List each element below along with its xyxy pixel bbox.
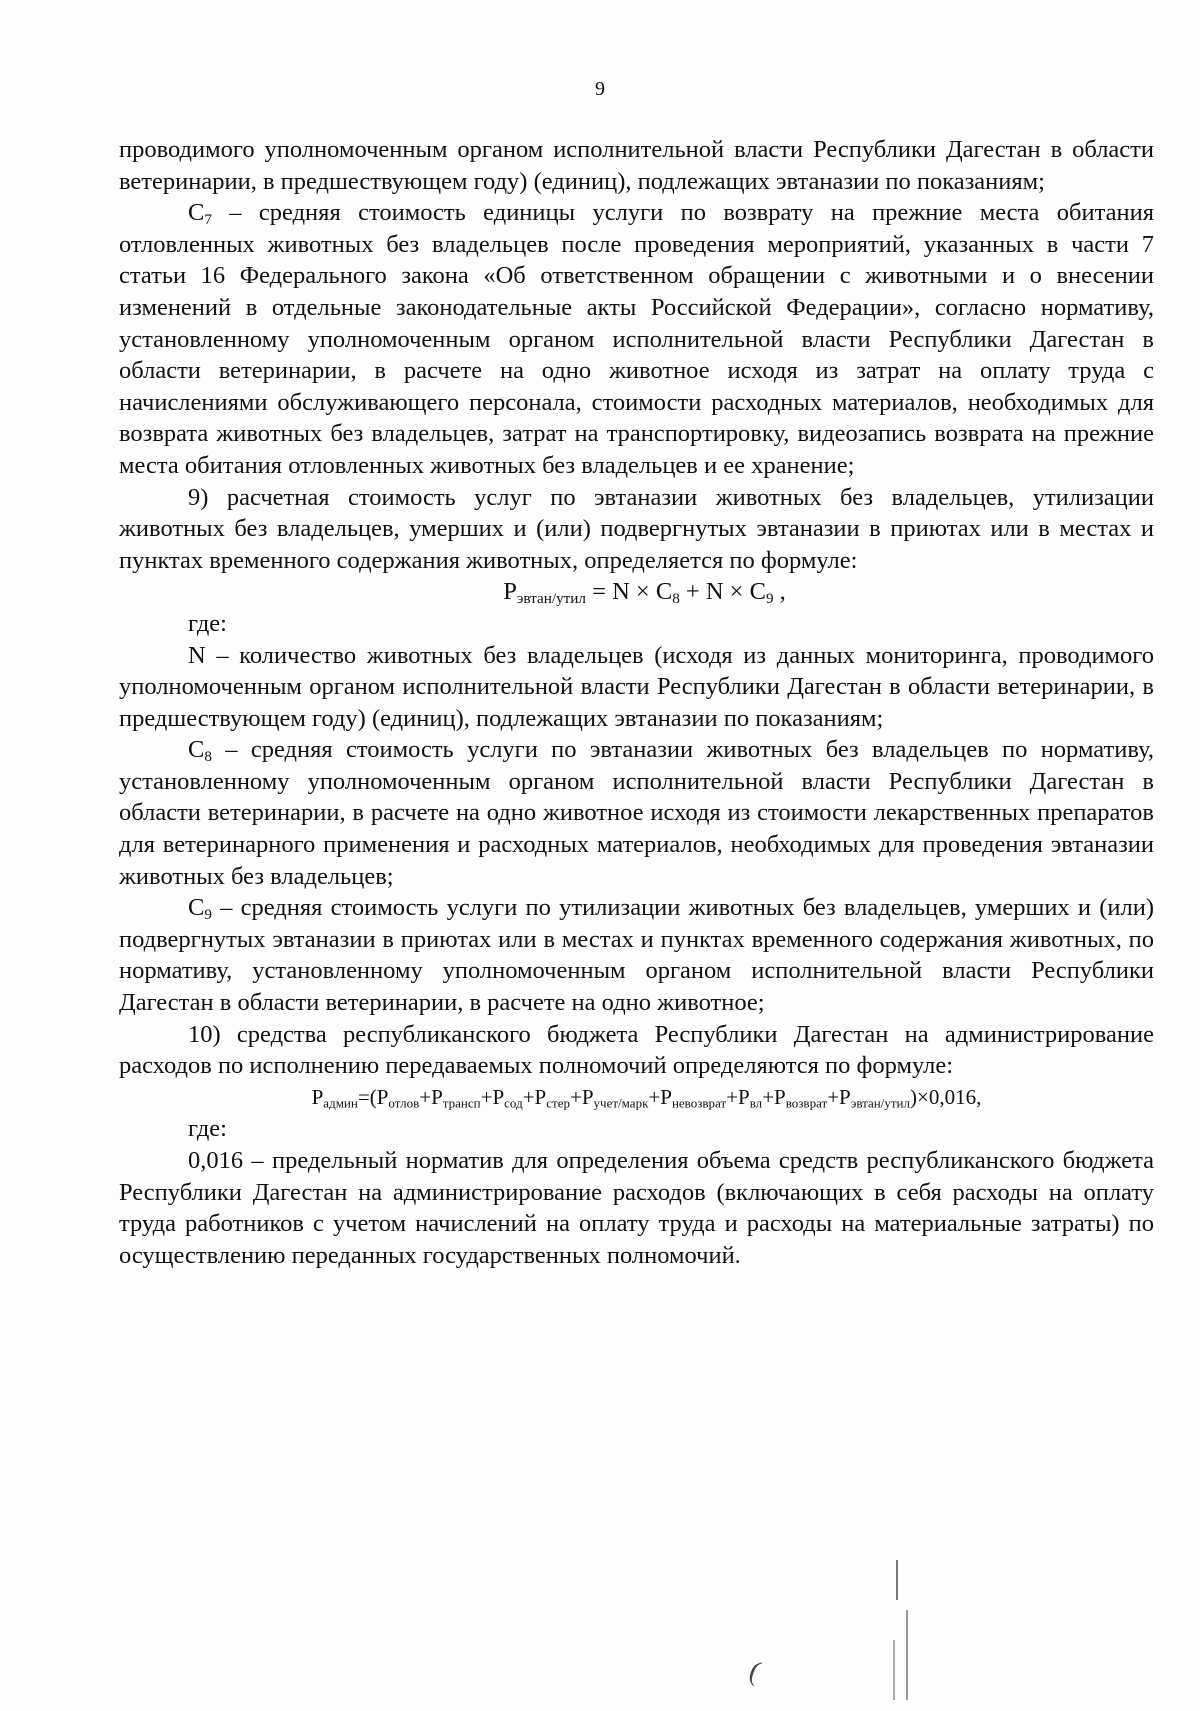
formula-subscript: эвтан/утил: [516, 590, 587, 608]
formula-administration: [119, 1082, 1154, 1114]
formula-subscript: трансп: [442, 1095, 481, 1111]
formula-term: =(P: [357, 1084, 389, 1109]
paragraph-continuation: проводимого уполномоченным органом исполнительной власти Республики Дагестан в области ветеринарии, в предшествующем году) (единиц), подлежащих эвтаназии по показаниям;: [119, 136, 1154, 195]
paragraph-c7: [119, 197, 1154, 481]
formula-symbol: P: [311, 1084, 324, 1109]
formula-subscript: сод: [504, 1095, 523, 1111]
formula-term: +P: [569, 1084, 594, 1109]
formula-euthanasia: [119, 576, 1154, 608]
formula-term: +P: [648, 1084, 672, 1109]
paragraph-text: – средняя стоимость услуги по эвтаназии животных без владельцев по нормативу, установленному уполномоченным органом исполнительной власти Республики Дагестан в области ветеринарии, в расчете на одно животное исходя из стоимости лекарственных препаратов для ветеринарного применения и расходных материалов, необходимых для проведения эвтаназии животных без владельцев;: [119, 736, 1154, 890]
scan-artifact-line: [893, 1640, 895, 1700]
paragraph-n: N – количество животных без владельцев (исходя из данных мониторинга, проводимого уполномоченным органом исполнительной власти Республики Дагестан в области ветеринарии, в предшествующем году) (единиц), подлежащих эвтаназии по показаниям;: [119, 641, 1154, 732]
paragraph-item-9: 9) расчетная стоимость услуг по эвтаназии животных без владельцев, утилизации животных без владельцев, умерших и (или) подвергнутых эвтаназии в приютах или в местах и пунктах временного содержания животных, определяется по формуле:: [119, 483, 1154, 574]
paragraph-item-10: 10) средства республиканского бюджета Республики Дагестан на администрирование расходов по исполнению передаваемых полномочий определяются по формуле:: [119, 1020, 1154, 1080]
formula-term: ,: [773, 578, 786, 606]
formula-term: = N × C: [586, 578, 673, 606]
symbol-c: C: [188, 894, 205, 922]
formula-subscript: отлов: [388, 1095, 420, 1111]
symbol-c: C: [188, 199, 205, 227]
paragraph-text: – средняя стоимость услуги по утилизации животных без владельцев, умерших и (или) подвергнутых эвтаназии в приютах или в местах и пунктах временного содержания животных, по нормативу, установленному уполномоченным органом исполнительной власти Республики Дагестан в области ветеринарии, в расчете на одно животное;: [119, 894, 1154, 1017]
paragraph-text: – средняя стоимость единицы услуги по возврату на прежние места обитания отловленных животных без владельцев после проведения мероприятий, указанных в части 7 статьи 16 Федерального закона «Об ответственном обращении с животными и о внесении изменений в отдельные законодательные акты Российской Федерации», согласно нормативу, установленному уполномоченным органом исполнительной власти Республики Дагестан в области ветеринарии, в расчете на одно животное исходя из затрат на оплату труда с начислениями обслуживающего персонала, стоимости расходных материалов, необходимых для возврата животных без владельцев, затрат на транспортировку, видеозапись возврата на прежние места обитания отловленных животных без владельцев и ее хранение;: [119, 199, 1154, 479]
symbol-subscript: 8: [204, 748, 212, 766]
formula-subscript: возврат: [785, 1095, 828, 1111]
formula-subscript: админ: [323, 1095, 358, 1111]
symbol-subscript: 7: [204, 210, 212, 228]
where-label: где:: [188, 1115, 227, 1143]
formula-term: +P: [522, 1084, 547, 1109]
where-label: где:: [188, 609, 227, 637]
formula-subscript: стер: [546, 1095, 570, 1111]
formula-term: )×0,016,: [910, 1084, 982, 1109]
document-body: [119, 134, 1154, 1271]
paragraph-norm: 0,016 – предельный норматив для определения объема средств республиканского бюджета Республики Дагестан на администрирование расходов (включающих в себя расходы на оплату труда работников с учетом начислений на оплату труда и расходы на материальные затраты) по осуществлению переданных государственных полномочий.: [119, 1147, 1154, 1269]
page-number: 9: [595, 78, 605, 100]
paragraph-c8: [119, 734, 1154, 892]
paragraph-c9: [119, 892, 1154, 1018]
formula-subscript: эвтан/утил: [850, 1095, 911, 1111]
symbol-subscript: 9: [204, 906, 212, 924]
formula-subscript: 8: [672, 590, 680, 608]
formula-subscript: 9: [765, 590, 774, 608]
formula-term: +P: [762, 1084, 786, 1109]
formula-subscript: учет/марк: [593, 1095, 649, 1111]
formula-term: +P: [480, 1084, 505, 1109]
formula-subscript: вл: [749, 1095, 763, 1111]
scan-artifact-line: [896, 1560, 898, 1600]
formula-subscript: невозврат: [671, 1095, 727, 1111]
formula-term: +P: [419, 1084, 443, 1109]
formula-symbol: P: [503, 578, 517, 606]
scan-artifact-line: [906, 1610, 908, 1700]
formula-term: +P: [726, 1084, 750, 1109]
scan-artifact-mark: (: [745, 1655, 765, 1688]
formula-term: + N × C: [679, 578, 766, 606]
symbol-c: C: [188, 736, 205, 764]
formula-term: +P: [827, 1084, 851, 1109]
